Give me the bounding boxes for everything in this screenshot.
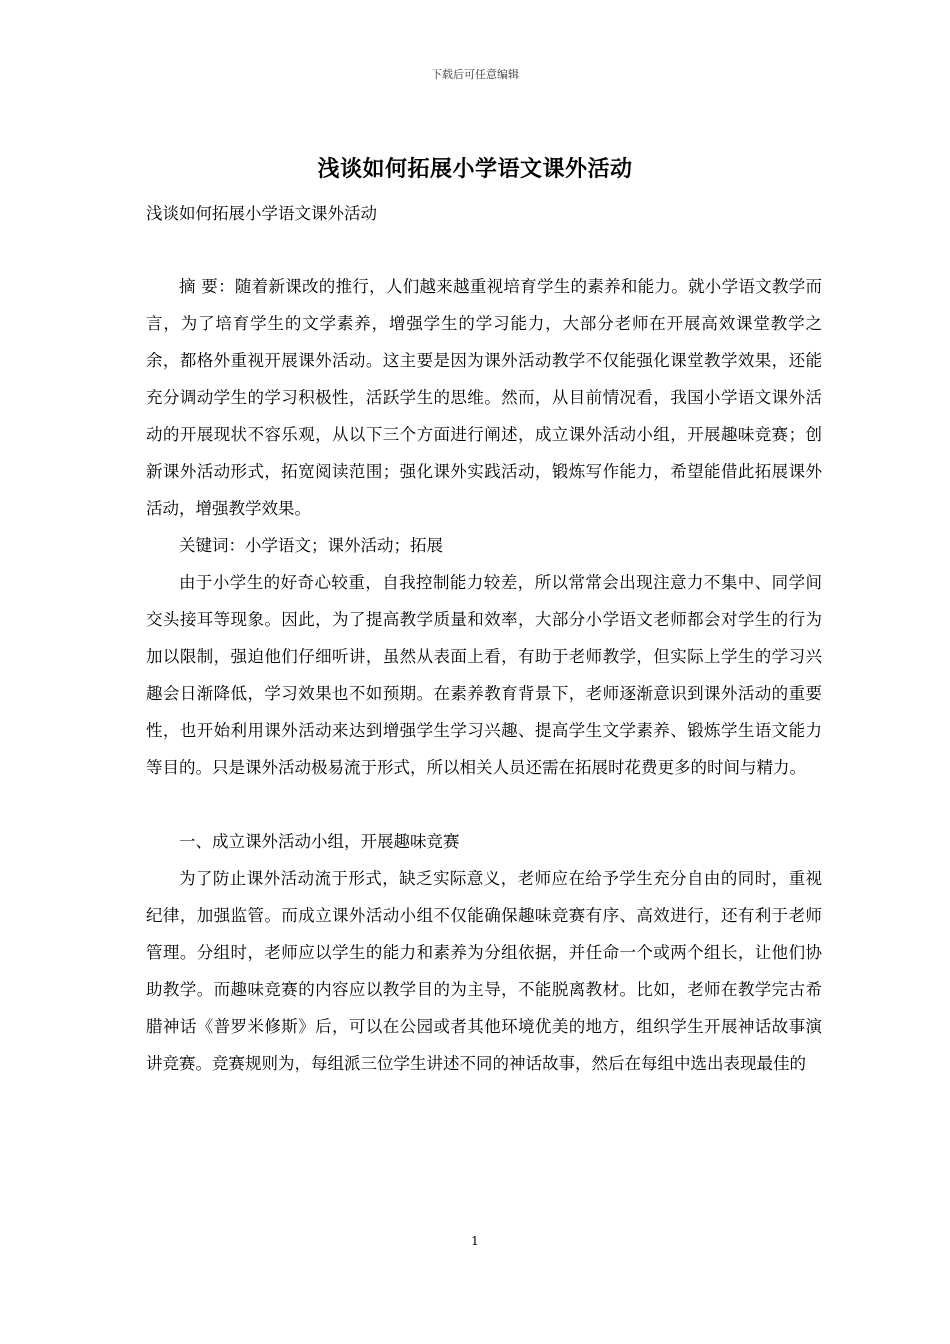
document-subtitle: 浅谈如何拓展小学语文课外活动 — [146, 204, 377, 223]
section-paragraph: 为了防止课外活动流于形式，缺乏实际意义，老师应在给予学生充分自由的同时，重视纪律，加强监管。而成立课外活动小组不仅能确保趣味竞赛有序、高效进行，还有利于老师管理。分组时，老师应以学生的能力和素养为分组依据，并任命一个或两个组长，让他们协助教学。而趣味竞赛的内容应以教学目的为主导，不能脱离教材。比如，老师在教学完古希腊神话《普罗米修斯》后，可以在公园或者其他环境优美的地方，组织学生开展神话故事演讲竞赛。竞赛规则为，每组派三位学生讲述不同的神话故事，然后在每组中选出表现最佳的 — [146, 869, 822, 1073]
section-heading: 一、成立课外活动小组，开展趣味竞赛 — [179, 832, 460, 851]
header-note: 下载后可任意编辑 — [431, 68, 519, 81]
document-title: 浅谈如何拓展小学语文课外活动 — [317, 156, 633, 182]
paragraph-spacer — [146, 786, 822, 823]
page-number: 1 — [471, 1234, 479, 1248]
document-body — [146, 268, 822, 1082]
keywords-line: 关键词：小学语文；课外活动；拓展 — [179, 536, 443, 555]
intro-paragraph: 由于小学生的好奇心较重，自我控制能力较差，所以常常会出现注意力不集中、同学间交头接耳等现象。因此，为了提高教学质量和效率，大部分小学语文老师都会对学生的行为加以限制，强迫他们仔细听讲，虽然从表面上看，有助于老师教学，但实际上学生的学习兴趣会日渐降低，学习效果也不如预期。在素养教育背景下，老师逐渐意识到课外活动的重要性，也开始利用课外活动来达到增强学生学习兴趣、提高学生文学素养、锻炼学生语文能力等目的。只是课外活动极易流于形式，所以相关人员还需在拓展时花费更多的时间与精力。 — [146, 573, 822, 777]
abstract-paragraph: 摘 要：随着新课改的推行，人们越来越重视培育学生的素养和能力。就小学语文教学而言，为了培育学生的文学素养，增强学生的学习能力，大部分老师在开展高效课堂教学之余，都格外重视开展课外活动。这主要是因为课外活动教学不仅能强化课堂教学效果，还能充分调动学生的学习积极性，活跃学生的思维。然而，从目前情况看，我国小学语文课外活动的开展现状不容乐观，从以下三个方面进行阐述，成立课外活动小组，开展趣味竞赛；创新课外活动形式，拓宽阅读范围；强化课外实践活动，锻炼写作能力，希望能借此拓展课外活动，增强教学效果。 — [146, 277, 822, 518]
